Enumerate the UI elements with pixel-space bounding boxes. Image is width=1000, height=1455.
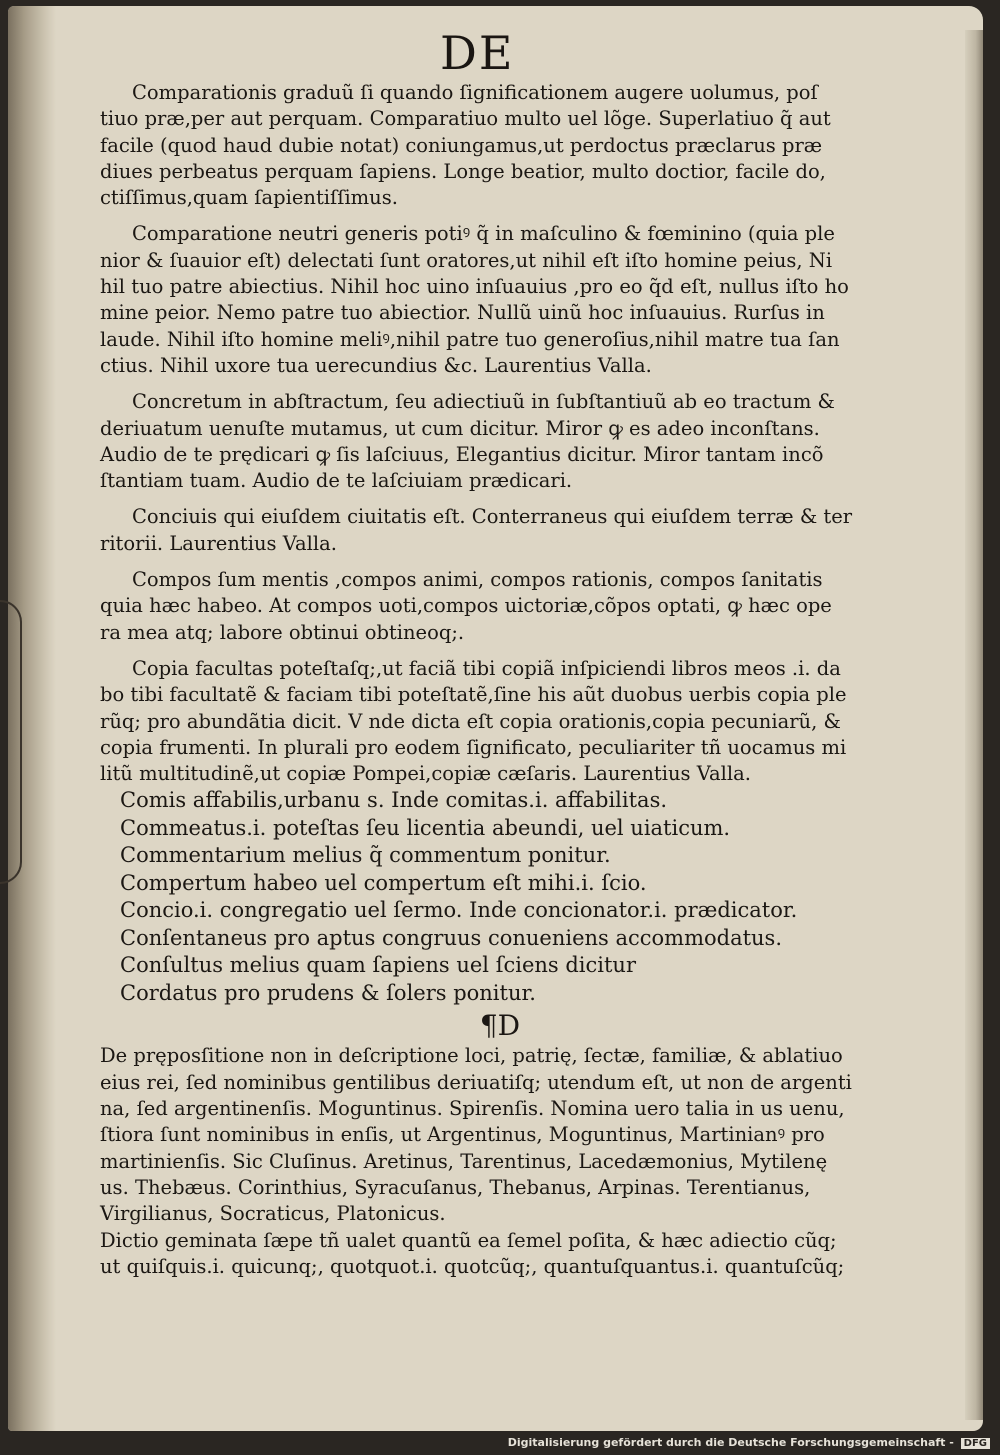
page-edge (965, 30, 983, 1420)
dictionary-entry: Conſentaneus pro aptus congruus conueniens accommodatus. (120, 925, 783, 950)
dictionary-entry: Cordatus pro prudens & ſolers ponitur. (120, 980, 536, 1005)
text-line: nior & ſuauior eſt) delectati ſunt oratores,ut nihil eſt iſto homine peius, Ni (100, 248, 833, 272)
dictionary-entry: Commentarium melius q̃ commentum ponitur. (120, 843, 611, 868)
paragraph-gap (100, 379, 900, 389)
text-line: Comparationis graduũ ſi quando ſignificationem augere uolumus, poſ (132, 81, 818, 104)
dictionary-entry: Conſultus melius quam ſapiens uel ſciens dicitur (120, 953, 636, 978)
text-line: facile (quod haud dubie notat) coniungamus,ut perdoctus præclarus præ (100, 133, 823, 157)
text-line: diues perbeatus perquam ſapiens. Longe beatior, multo doctior, facile do, (100, 159, 826, 183)
text-line: deriuatum uenuſte mutamus, ut cum dicitur. Miror ꝙ es adeo inconſtans. (100, 416, 820, 440)
paragraph-gap (100, 557, 900, 567)
text-line: Copia facultas poteſtaſq;,ut faciã tibi copiã inſpiciendi libros meos .i. da (132, 656, 841, 680)
text-line: tiuo præ,per aut perquam. Comparatiuo multo uel lõge. Superlatiuo q̃ aut (100, 107, 831, 131)
text-line: ſtantiam tuam. Audio de te laſciuiam prædicari. (100, 469, 573, 493)
dfg-logo: DFG (961, 1438, 990, 1449)
text-line: Concretum in abſtractum, ſeu adiectiuũ in ſubſtantiuũ ab eo tractum & (132, 390, 835, 414)
dictionary-entry: Commeatus.i. poteſtas ſeu licentia abeundi, uel uiaticum. (120, 815, 731, 840)
text-line: ritorii. Laurentius Valla. (100, 531, 337, 555)
text-line: ctiſſimus,quam ſapientiſſimus. (100, 186, 398, 210)
text-line: us. Thebæus. Corinthius, Syracuſanus, Thebanus, Arpinas. Terentianus, (100, 1175, 811, 1199)
entry-list (100, 787, 900, 1007)
text-line: Dictio geminata ſæpe tñ ualet quantũ ea ſemel poſita, & hæc adiectio cũq; (100, 1228, 837, 1252)
text-line: eius rei, ſed nominibus gentilibus deriuatiſq; utendum eſt, ut non de argenti (100, 1070, 852, 1094)
paragraph-gap (100, 646, 900, 656)
book-clasp-outline (0, 600, 22, 884)
text-line: De pręposſitione non in deſcriptione loci, patrię, ſectæ, familiæ, & ablatiuo (100, 1044, 843, 1068)
text-line: Audio de te prędicari ꝙ ſis laſciuus, Elegantius dicitur. Miror tantam incõ (100, 442, 824, 466)
digitization-credit (0, 1436, 990, 1449)
text-line: copia frumenti. In plurali pro eodem ſignificato, peculiariter tñ uocamus mi (100, 735, 847, 759)
paragraph-gap (100, 494, 900, 504)
text-line: Virgilianus, Socraticus, Platonicus. (100, 1202, 446, 1226)
text-line: ut quiſquis.i. quicunq;, quotquot.i. quotcũq;, quantuſquantus.i. quantuſcũq; (100, 1254, 845, 1278)
text-line: laude. Nihil iſto homine meliꝰ,nihil patre tuo generoſius,nihil matre tua ſan (100, 327, 840, 351)
text-line: rũq; pro abundãtia dicit. V nde dicta eſt copia orationis,copia pecuniarũ, & (100, 709, 841, 733)
running-head: DE (440, 26, 515, 80)
page-body (100, 80, 900, 1280)
paragraph-block-de (100, 1043, 900, 1280)
dictionary-entry: Compertum habeo uel compertum eſt mihi.i. ſcio. (120, 870, 647, 895)
section-mark: ¶D (479, 1009, 521, 1043)
text-line: Conciuis qui eiuſdem ciuitatis eſt. Conterraneus qui eiuſdem terræ & ter (132, 505, 853, 529)
text-line: hil tuo patre abiectius. Nihil hoc uino inſuauius ,pro eo q̃d eſt, nullus iſto ho (100, 275, 849, 299)
text-line: martinienſis. Sic Cluſinus. Aretinus, Tarentinus, Lacedæmonius, Mytilenę (100, 1149, 828, 1173)
text-line: ra mea atq; labore obtinui obtineoq;. (100, 620, 465, 644)
text-line: ſtiora ſunt nominibus in enſis, ut Argentinus, Moguntinus, Martinianꝰ pro (100, 1123, 825, 1147)
dictionary-entry: Comis affabilis,urbanu s. Inde comitas.i. affabilitas. (120, 788, 668, 813)
paragraph-block-comparatio (100, 80, 900, 787)
text-line: mine peior. Nemo patre tuo abiectior. Nullũ uinũ hoc inſuauius. Rurſus in (100, 301, 825, 325)
credit-text: Digitalisierung gefördert durch die Deutsche Forschungsgemeinschaft - (507, 1436, 954, 1449)
paragraph-gap (100, 211, 900, 221)
text-line: bo tibi facultatẽ & faciam tibi poteſtatẽ,ſine his aũt duobus uerbis copia ple (100, 683, 847, 707)
text-line: Compos ſum mentis ,compos animi, compos rationis, compos ſanitatis (132, 568, 823, 592)
dictionary-entry: Concio.i. congregatio uel ſermo. Inde concionator.i. prædicator. (120, 898, 798, 923)
text-line: Comparatione neutri generis potiꝰ q̃ in maſculino & fœminino (quia ple (132, 222, 835, 246)
text-line: litũ multitudinẽ,ut copiæ Pompei,copiæ cæſaris. Laurentius Valla. (100, 762, 751, 786)
text-line: na, ſed argentinenſis. Moguntinus. Spirenſis. Nomina uero talia in us uenu, (100, 1097, 845, 1121)
text-line: quia hæc habeo. At compos uoti,compos uictoriæ,cõpos optati, ꝙ hæc ope (100, 594, 832, 618)
text-line: ctius. Nihil uxore tua uerecundius &c. Laurentius Valla. (100, 353, 652, 377)
